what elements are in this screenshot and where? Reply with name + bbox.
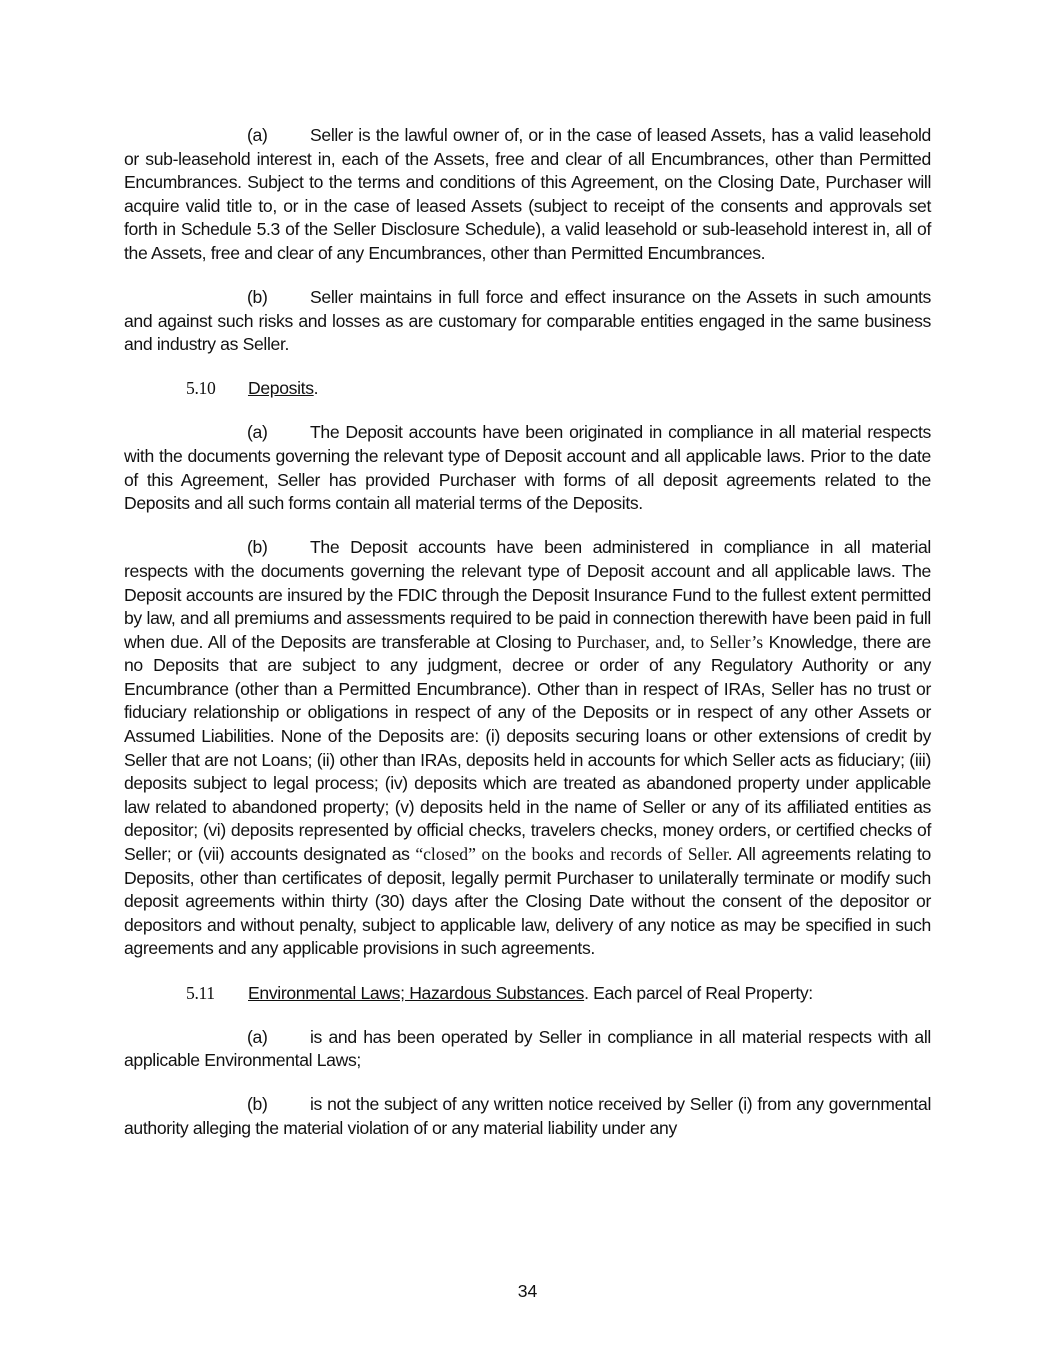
- clause-text-serif: “closed” on the books and records of Seller.: [415, 844, 733, 865]
- clause-label: (a): [247, 125, 268, 145]
- page-number: 34: [517, 1281, 538, 1301]
- clause-text: Seller is the lawful owner of, or in the case of leased Assets, has a valid leasehold or sub-leasehold interest in, each of the Assets, free and clear of all Encumbrances, other than Permitted Encumbrances. Subject to the terms and conditions of this Agreement, on the Closing Date, Purchaser will acquire valid title to, or in the case of leased Assets (subject to receipt of the consents and approvals set forth in Schedule 5.3 of the Seller Disclosure Schedule), a valid leasehold or sub-leasehold interest in, all of the Assets, free and clear of any Encumbrances, other than Permitted Encumbrances.: [124, 125, 931, 263]
- clause-text: is and has been operated by Seller in compliance in all material respects with all applicable Environmental Laws;: [124, 1026, 931, 1071]
- clause-text: Knowledge, there are no Deposits that are subject to any judgment, decree or order of any Regulatory Authority or any Encumbrance (other than a Permitted Encumbrance). Other than in respect of IRAs, Seller has no trust or fiduciary relationship or obligations in respect of any of the Deposits or in respect of any other Assets or Assumed Liabilities. None of the Deposits are: (i) deposits securing loans or other extensions of credit by Seller that are not Loans; (ii) other than IRAs, deposits held in accounts for which Seller acts as fiduciary; (iii) deposits subject to legal process; (iv) deposits which are treated as abandoned property under applicable law related to abandoned property; (v) deposits held in the name of Seller or any of its affiliated entities as depositor; (vi) deposits represented by official checks, travelers checks, money orders, or certified checks of Seller; or (vii) accounts designated as: [124, 631, 931, 865]
- document-page: [124, 124, 931, 1161]
- paragraph-5-11-b: [124, 1093, 931, 1140]
- clause-text: is not the subject of any written notice received by Seller (i) from any governmental authority alleging the material violation of or any material liability under any: [124, 1094, 931, 1138]
- section-heading-5-10: [124, 377, 931, 401]
- clause-label: (a): [247, 422, 268, 443]
- paragraph-5-10-b: [124, 536, 931, 961]
- section-number: 5.11: [186, 982, 215, 1003]
- section-title: Deposits: [248, 378, 314, 399]
- section-title-suffix: . Each parcel of Real Property:: [584, 982, 813, 1003]
- paragraph-5-9-a: [124, 124, 931, 266]
- clause-text: Seller maintains in full force and effect insurance on the Assets in such amounts and against such risks and losses as are customary for comparable entities engaged in the same business and industry as Seller.: [124, 287, 931, 355]
- clause-label: (a): [247, 1026, 268, 1047]
- clause-text: The Deposit accounts have been originated in compliance in all material respects with the documents governing the relevant type of Deposit account and all applicable laws. Prior to the date of this Agreement, Seller has provided Purchaser with forms of all deposit agreements related to the Deposits and all such forms contain all material terms of the Deposits.: [124, 422, 931, 514]
- paragraph-5-10-a: [124, 421, 931, 515]
- clause-text: The Deposit accounts have been administered in compliance in all material respects with the documents governing the relevant type of Deposit account and all applicable laws. The Deposit accounts are insured by the FDIC through the Deposit Insurance Fund to the fullest extent permitted by law, and all premiums and assessments required to be paid in connection therewith have been paid in full when due. All of the Deposits are transferable at Closing to: [124, 537, 931, 652]
- section-title: Environmental Laws; Hazardous Substances: [248, 982, 585, 1003]
- section-title-suffix: .: [313, 378, 319, 399]
- clause-label: (b): [247, 537, 268, 558]
- paragraph-5-9-b: [124, 286, 931, 357]
- section-heading-5-11: [124, 982, 931, 1006]
- section-number: 5.10: [186, 378, 216, 399]
- clause-label: (b): [247, 1094, 268, 1115]
- paragraph-5-11-a: [124, 1026, 931, 1073]
- clause-text: All agreements relating to Deposits, other than certificates of deposit, legally permit Purchaser to unilaterally terminate or modify such deposit agreements within thirty (30) days after the Closing Date without the consent of the depositor or depositors and without penalty, subject to applicable law, delivery of any notice as may be specified in such agreements and any applicable provisions in such agreements.: [124, 844, 931, 959]
- clause-text-serif: Purchaser, and, to Seller’s: [576, 631, 764, 652]
- clause-label: (b): [247, 287, 268, 308]
